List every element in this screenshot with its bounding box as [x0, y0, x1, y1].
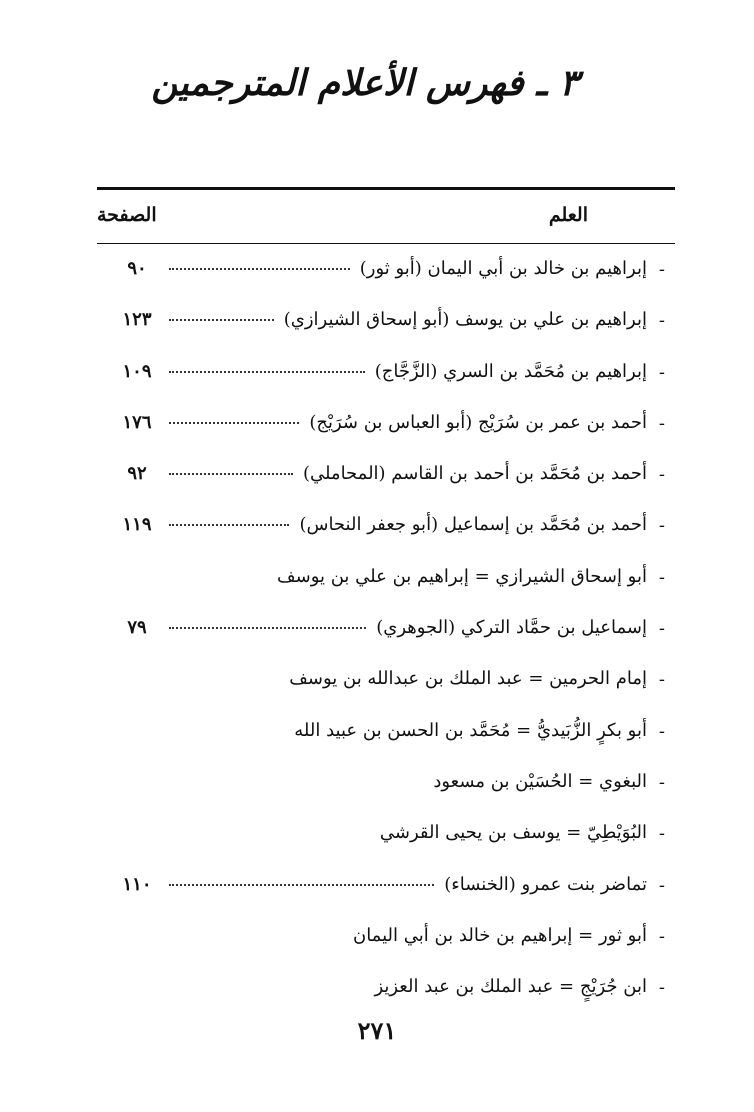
index-entry [97, 297, 675, 348]
entry-name: إسماعيل بن حمَّاد التركي (الجوهري) [376, 617, 647, 639]
entry-page-number: ١٧٦ [122, 411, 152, 433]
entry-page-number: ٩٠ [127, 258, 147, 279]
entry-name: إبراهيم بن خالد بن أبي اليمان (أبو ثور) [359, 258, 647, 279]
entry-name: البُوَيْطِيّ = يوسف بن يحيى القرشي [379, 822, 647, 844]
entry-page-number: ٩٢ [127, 463, 147, 485]
index-entry [97, 502, 675, 553]
entry-name: البغوي = الحُسَيْن بن مسعود [433, 770, 647, 792]
entry-leader-dots [169, 268, 350, 270]
entry-bullet: - [658, 515, 665, 537]
entry-leader-dots [169, 422, 299, 424]
header-rule-top [97, 187, 675, 190]
index-entry [97, 451, 675, 502]
entry-bullet: - [658, 874, 665, 896]
header-rule-bottom [97, 243, 675, 244]
entry-name: أحمد بن مُحَمَّد بن إسماعيل (أبو جعفر النحاس) [299, 514, 647, 536]
index-entry [97, 708, 675, 759]
entry-bullet: - [658, 361, 665, 383]
entry-leader-dots [169, 627, 366, 629]
entry-name: إبراهيم بن علي بن يوسف (أبو إسحاق الشيرازي) [283, 309, 647, 331]
entry-bullet: - [658, 925, 665, 947]
entry-name: أحمد بن عمر بن سُرَيْج (أبو العباس بن سُرَيْج) [309, 411, 647, 433]
index-entry [97, 913, 675, 964]
entry-bullet: - [658, 823, 665, 845]
index-list [97, 246, 675, 1015]
entry-bullet: - [658, 618, 665, 640]
entry-bullet: - [658, 412, 665, 434]
entry-leader-dots [169, 319, 274, 321]
column-header-page: الصفحة [97, 204, 157, 226]
index-entry [97, 554, 675, 605]
entry-name: إبراهيم بن مُحَمَّد بن السري (الزَّجَّاج) [374, 360, 647, 382]
entry-name: إمام الحرمين = عبد الملك بن عبدالله بن يوسف [289, 668, 647, 690]
entry-bullet: - [658, 310, 665, 332]
index-entry [97, 759, 675, 810]
entry-leader-dots [169, 473, 293, 475]
entry-page-number: ١٢٣ [122, 309, 152, 331]
entry-page-number: ١١٠ [122, 873, 152, 895]
page-number: ٢٧١ [357, 1016, 397, 1045]
index-entry [97, 964, 675, 1015]
index-entry [97, 656, 675, 707]
entry-leader-dots [169, 884, 434, 886]
entry-bullet: - [658, 720, 665, 742]
entry-bullet: - [658, 669, 665, 691]
entry-bullet: - [658, 977, 665, 999]
index-entry [97, 349, 675, 400]
index-entry [97, 605, 675, 656]
entry-bullet: - [658, 566, 665, 588]
entry-leader-dots [169, 371, 365, 373]
entry-name: ابن جُرَيْجٍ = عبد الملك بن عبد العزيز [374, 976, 647, 998]
entry-name: أبو إسحاق الشيرازي = إبراهيم بن علي بن يوسف [276, 565, 647, 587]
index-entry [97, 246, 675, 297]
entry-bullet: - [658, 259, 665, 280]
entry-page-number: ٧٩ [127, 617, 147, 639]
entry-name: تماضر بنت عمرو (الخنساء) [444, 873, 647, 895]
entry-bullet: - [658, 464, 665, 486]
column-header-name: العلم [548, 204, 588, 226]
entry-page-number: ١١٩ [122, 514, 152, 536]
page-title: ٣ ـ فهرس الأعلام المترجمين [151, 62, 579, 104]
entry-name: أبو بكرٍ الزُّبَيديُّ = مُحَمَّد بن الحسن بن عبيد الله [294, 719, 647, 741]
entry-leader-dots [169, 524, 289, 526]
index-entry [97, 400, 675, 451]
entry-name: أبو ثور = إبراهيم بن خالد بن أبي اليمان [352, 924, 647, 946]
index-entry [97, 810, 675, 861]
entry-name: أحمد بن مُحَمَّد بن أحمد بن القاسم (المحاملي) [302, 463, 647, 485]
entry-page-number: ١٠٩ [122, 360, 152, 382]
entry-bullet: - [658, 771, 665, 793]
index-entry [97, 862, 675, 913]
